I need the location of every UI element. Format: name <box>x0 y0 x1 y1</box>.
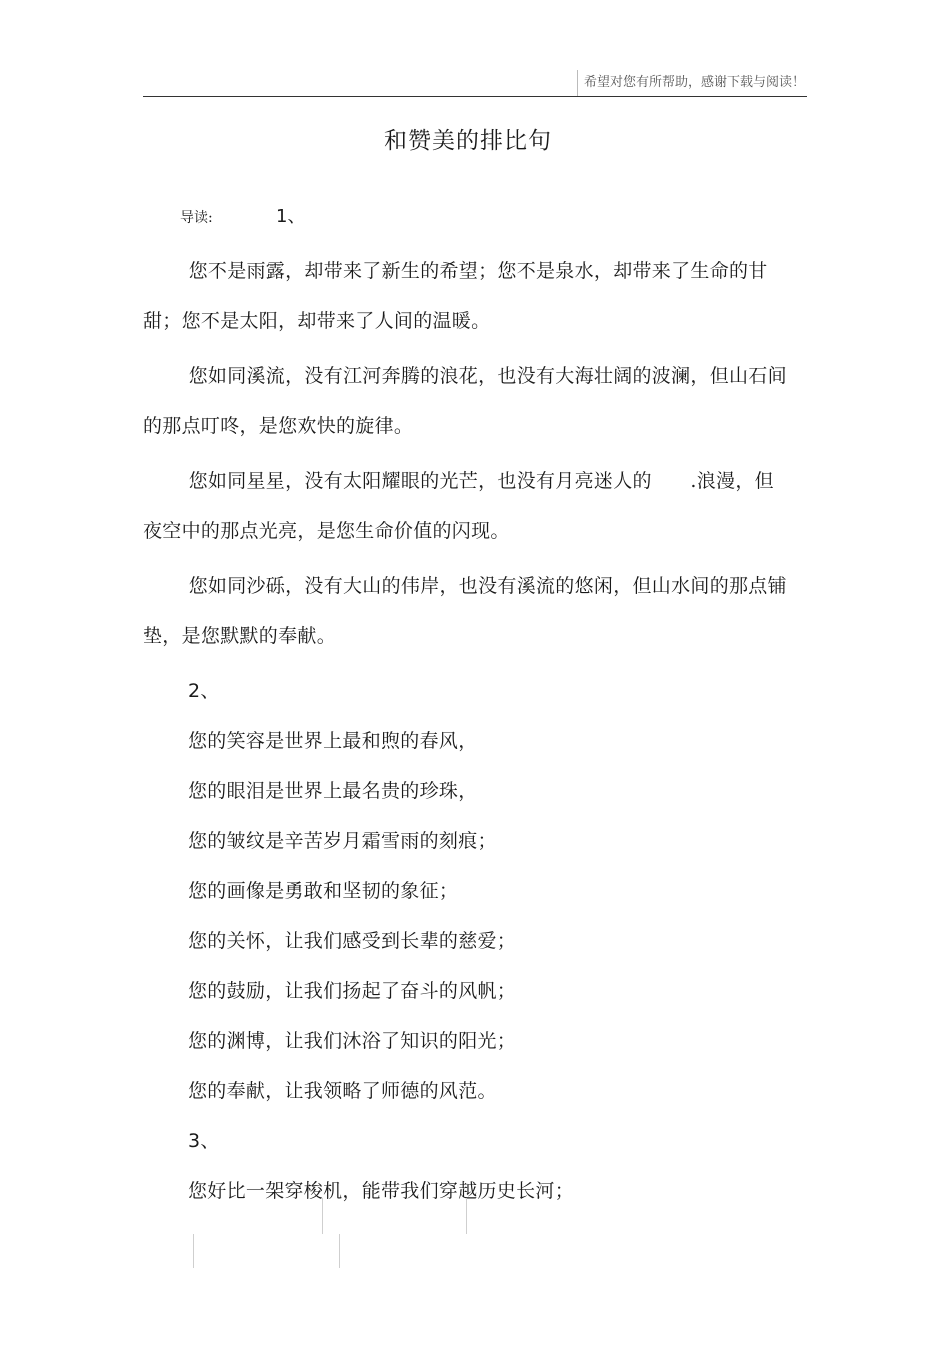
header-divider <box>143 96 807 97</box>
scan-artifact-line <box>322 1198 323 1234</box>
section-number-1: 1、 <box>276 206 306 227</box>
list-line: 您好比一架穿梭机，能带我们穿越历史长河； <box>188 1180 575 1202</box>
list-line: 您的皱纹是辛苦岁月霜雪雨的刻痕； <box>188 830 497 852</box>
section-number-2: 2、 <box>188 680 220 702</box>
scan-artifact-line <box>466 1198 467 1234</box>
paragraph: 您如同沙砾，没有大山的伟岸，也没有溪流的悠闲，但山水间的那点铺垫，是您默默的奉献。 <box>143 575 787 647</box>
page-title: 和赞美的排比句 <box>384 128 552 154</box>
list-line: 您的画像是勇敢和坚韧的象征； <box>188 880 459 902</box>
list-line: 您的渊博，让我们沐浴了知识的阳光； <box>188 1030 517 1052</box>
scan-artifact-line <box>193 1234 194 1268</box>
lead-label: 导读: <box>180 210 213 226</box>
list-line: 您的奉献，让我领略了师德的风范。 <box>188 1080 497 1102</box>
list-line: 您的鼓励，让我们扬起了奋斗的风帆； <box>188 980 517 1002</box>
list-line: 您的眼泪是世界上最名贵的珍珠， <box>188 780 478 802</box>
list-line: 您的关怀，让我们感受到长辈的慈爱； <box>188 930 517 952</box>
paragraph: 您不是雨露，却带来了新生的希望；您不是泉水，却带来了生命的甘甜；您不是太阳，却带来了人间的温暖。 <box>143 260 768 332</box>
section-number-3: 3、 <box>188 1130 220 1152</box>
document-body <box>143 246 789 1216</box>
list-line: 您的笑容是世界上最和煦的春风， <box>188 730 478 752</box>
header-banner: 希望对您有所帮助，感谢下载与阅读！ <box>577 70 805 96</box>
scan-artifact-line <box>339 1234 340 1268</box>
paragraph: 您如同溪流，没有江河奔腾的浪花，也没有大海壮阔的波澜，但山石间的那点叮咚，是您欢快的旋律。 <box>143 365 787 437</box>
paragraph: 您如同星星，没有太阳耀眼的光芒，也没有月亮迷人的 .浪漫，但夜空中的那点光亮，是您生命价值的闪现。 <box>143 470 774 542</box>
